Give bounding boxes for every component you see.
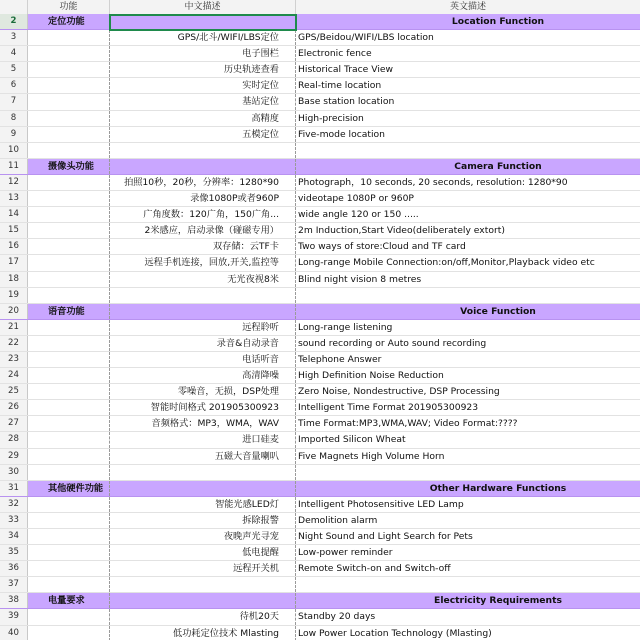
table-row — [0, 352, 640, 368]
english-description-cell[interactable]: Two ways of store:Cloud and TF card — [298, 241, 466, 253]
english-description-cell[interactable]: Real-time location — [298, 80, 382, 92]
table-row — [0, 255, 640, 271]
row-number-cell[interactable]: 36 — [0, 561, 28, 576]
chinese-description-cell[interactable]: 拆除报警 — [110, 513, 296, 528]
row-number-cell[interactable]: 18 — [0, 272, 28, 287]
chinese-description-cell[interactable] — [110, 288, 296, 303]
chinese-description-cell[interactable]: 夜晚声光寻宠 — [110, 529, 296, 544]
function-cell[interactable] — [28, 239, 110, 254]
table-row — [0, 46, 640, 62]
chinese-description-cell[interactable] — [110, 159, 296, 174]
table-row — [0, 336, 640, 352]
row-number-cell[interactable]: 29 — [0, 449, 28, 464]
row-number-cell[interactable]: 23 — [0, 352, 28, 367]
row-number-cell[interactable]: 35 — [0, 545, 28, 560]
function-cell[interactable] — [28, 127, 110, 142]
english-description-cell[interactable]: Standby 20 days — [298, 611, 376, 623]
function-cell[interactable]: 电量要求 — [28, 593, 110, 608]
chinese-description-cell[interactable]: 五模定位 — [110, 127, 296, 142]
chinese-description-cell[interactable]: 低电提醒 — [110, 545, 296, 560]
chinese-description-cell[interactable]: 历史轨迹查看 — [110, 62, 296, 77]
function-cell[interactable] — [28, 320, 110, 335]
chinese-description-cell[interactable] — [110, 465, 296, 480]
row-number-cell[interactable]: 32 — [0, 497, 28, 512]
chinese-description-cell[interactable]: 五磁大音量喇叭 — [110, 449, 296, 464]
function-cell[interactable] — [28, 368, 110, 383]
english-description-cell[interactable]: Time Format:MP3,WMA,WAV; Video Format:???? — [298, 418, 518, 430]
function-cell[interactable] — [28, 288, 110, 303]
chinese-description-cell[interactable]: 无光夜视8米 — [110, 272, 296, 287]
table-row — [0, 127, 640, 143]
table-row — [0, 288, 640, 304]
row-number-cell[interactable]: 10 — [0, 143, 28, 158]
chinese-description-cell[interactable] — [110, 593, 296, 608]
english-description-cell[interactable]: Blind night vision 8 metres — [298, 273, 422, 285]
english-description-cell[interactable]: Intelligent Time Format 201905300923 — [298, 402, 479, 414]
row-number-cell[interactable]: 27 — [0, 416, 28, 431]
chinese-description-cell[interactable]: 智能时间格式 201905300923 — [110, 400, 296, 415]
chinese-description-cell[interactable]: 实时定位 — [110, 78, 296, 93]
table-row — [0, 111, 640, 127]
table-row — [0, 465, 640, 481]
chinese-description-cell[interactable]: 录像1080P或者960P — [110, 191, 296, 206]
table-row — [0, 62, 640, 78]
row-number-cell[interactable]: 20 — [0, 304, 28, 319]
english-description-cell[interactable]: Low-power reminder — [298, 547, 393, 559]
function-cell[interactable] — [28, 449, 110, 464]
function-cell[interactable] — [28, 94, 110, 109]
english-description-cell[interactable]: Camera Function — [296, 159, 640, 174]
english-description-cell[interactable]: Remote Switch-on and Switch-off — [298, 563, 451, 575]
row-number-cell[interactable]: 24 — [0, 368, 28, 383]
function-cell[interactable] — [28, 143, 110, 158]
row-number-cell[interactable]: 5 — [0, 62, 28, 77]
english-description-cell[interactable]: sound recording or Auto sound recording — [298, 337, 487, 349]
english-description-cell[interactable]: Intelligent Photosensitive LED Lamp — [298, 498, 464, 510]
english-description-cell[interactable]: Long-range Mobile Connection:on/off,Monitor,Playback video etc — [298, 257, 595, 269]
english-description-cell[interactable]: Low Power Location Technology (Mlasting) — [298, 627, 492, 639]
function-cell[interactable] — [28, 465, 110, 480]
chinese-description-cell[interactable]: 音频格式：MP3，WMA，WAV — [110, 416, 296, 431]
chinese-description-cell[interactable]: 录音&自动录音 — [110, 336, 296, 351]
function-cell[interactable] — [28, 416, 110, 431]
table-row — [0, 368, 640, 384]
function-cell[interactable] — [28, 191, 110, 206]
row-number-cell[interactable]: 4 — [0, 46, 28, 61]
english-description-cell[interactable]: GPS/Beidou/WIFI/LBS location — [298, 32, 434, 44]
function-cell[interactable] — [28, 175, 110, 190]
function-cell[interactable] — [28, 626, 110, 640]
function-cell[interactable] — [28, 609, 110, 624]
function-cell[interactable] — [28, 561, 110, 576]
english-description-cell[interactable] — [296, 143, 640, 158]
chinese-description-cell[interactable] — [110, 14, 296, 29]
function-cell[interactable] — [28, 272, 110, 287]
chinese-description-cell[interactable]: 远程开关机 — [110, 561, 296, 576]
chinese-description-cell[interactable]: 电子围栏 — [110, 46, 296, 61]
english-description-cell[interactable]: Base station location — [298, 96, 395, 108]
table-row — [0, 94, 640, 110]
function-cell[interactable]: 语音功能 — [28, 304, 110, 319]
table-row — [0, 384, 640, 400]
english-description-cell[interactable]: Imported Silicon Wheat — [298, 434, 406, 446]
column-header-chinese[interactable]: 中文描述 — [110, 0, 296, 14]
row-number-cell[interactable]: 17 — [0, 255, 28, 270]
table-row — [0, 513, 640, 529]
function-cell[interactable] — [28, 336, 110, 351]
function-cell[interactable] — [28, 529, 110, 544]
table-row — [0, 609, 640, 625]
english-description-cell[interactable]: Five Magnets High Volume Horn — [298, 450, 445, 462]
row-number-cell[interactable]: 21 — [0, 320, 28, 335]
table-row — [0, 626, 640, 640]
chinese-description-cell[interactable]: 低功耗定位技术 Mlasting — [110, 626, 296, 640]
chinese-description-cell[interactable] — [110, 143, 296, 158]
table-body — [0, 14, 640, 640]
english-description-cell[interactable]: Historical Trace View — [298, 64, 394, 76]
function-cell[interactable] — [28, 577, 110, 592]
table-row — [0, 143, 640, 159]
table-row — [0, 207, 640, 223]
column-header-english[interactable]: 英文描述 — [449, 2, 486, 12]
row-number-cell[interactable]: 25 — [0, 384, 28, 399]
function-cell[interactable]: 其他硬件功能 — [28, 481, 110, 496]
table-row — [0, 400, 640, 416]
chinese-description-cell[interactable]: 高精度 — [110, 111, 296, 126]
chinese-description-cell[interactable]: 待机20天 — [110, 609, 296, 624]
row-number-cell[interactable]: 31 — [0, 481, 28, 496]
chinese-description-cell[interactable]: 零噪音，无损，DSP处理 — [110, 384, 296, 399]
section-row — [0, 481, 640, 497]
english-description-cell[interactable]: Photograph，10 seconds, 20 seconds, resolution: 1280*90 — [298, 176, 568, 188]
function-cell[interactable] — [28, 384, 110, 399]
english-description-cell[interactable]: Night Sound and Light Search for Pets — [298, 531, 473, 542]
table-row — [0, 529, 640, 545]
table-row — [0, 175, 640, 191]
chinese-description-cell[interactable]: GPS/北斗/WIFI/LBS定位 — [110, 30, 296, 45]
row-number-cell[interactable]: 30 — [0, 465, 28, 480]
chinese-description-cell[interactable]: 双存储：云TF卡 — [110, 239, 296, 254]
function-cell[interactable] — [28, 513, 110, 528]
row-number-cell[interactable]: 15 — [0, 223, 28, 238]
corner-cell[interactable] — [0, 0, 28, 14]
chinese-description-cell[interactable]: 拍照10秒，20秒，分辨率：1280*90 — [110, 175, 296, 190]
english-description-cell[interactable] — [296, 465, 640, 480]
english-description-cell[interactable]: Telephone Answer — [298, 353, 382, 365]
table-row — [0, 320, 640, 336]
english-description-cell[interactable]: Electricity Requirements — [296, 593, 640, 608]
function-cell[interactable] — [28, 497, 110, 512]
function-cell[interactable] — [28, 255, 110, 270]
table-row — [0, 191, 640, 207]
function-cell[interactable] — [28, 223, 110, 238]
chinese-description-cell[interactable]: 进口硅麦 — [110, 432, 296, 447]
chinese-description-cell[interactable]: 远程聆听 — [110, 320, 296, 335]
english-description-cell[interactable]: Zero Noise, Nondestructive, DSP Processing — [298, 386, 500, 398]
table-row — [0, 416, 640, 432]
row-number-cell[interactable]: 34 — [0, 529, 28, 544]
chinese-description-cell[interactable]: 远程手机连接，回放,开关,监控等 — [110, 255, 296, 270]
row-number-cell[interactable]: 37 — [0, 577, 28, 592]
row-number-cell[interactable]: 6 — [0, 78, 28, 93]
english-description-cell[interactable]: Five-mode location — [298, 128, 386, 140]
english-description-cell[interactable]: Location Function — [296, 14, 640, 29]
function-cell[interactable] — [28, 78, 110, 93]
table-row — [0, 497, 640, 513]
row-number-cell[interactable]: 28 — [0, 432, 28, 447]
english-description-cell[interactable]: Long-range listening — [298, 321, 393, 333]
table-row — [0, 272, 640, 288]
english-description-cell[interactable] — [296, 288, 640, 303]
row-number-cell[interactable]: 16 — [0, 239, 28, 254]
row-number-cell[interactable]: 13 — [0, 191, 28, 206]
chinese-description-cell[interactable] — [110, 577, 296, 592]
english-description-cell[interactable]: Other Hardware Functions — [296, 481, 640, 496]
function-cell[interactable] — [28, 30, 110, 45]
row-number-cell[interactable]: 3 — [0, 30, 28, 45]
row-number-cell[interactable]: 14 — [0, 207, 28, 222]
chinese-description-cell[interactable]: 高清降噪 — [110, 368, 296, 383]
table-row — [0, 78, 640, 94]
row-number-cell[interactable]: 38 — [0, 593, 28, 608]
section-row — [0, 304, 640, 320]
section-row — [0, 14, 640, 30]
table-row — [0, 577, 640, 593]
function-cell[interactable]: 摄像头功能 — [28, 159, 110, 174]
row-number-cell[interactable]: 9 — [0, 127, 28, 142]
row-number-cell[interactable]: 26 — [0, 400, 28, 415]
column-header-bar — [0, 0, 640, 15]
row-number-cell[interactable]: 8 — [0, 111, 28, 126]
table-row — [0, 239, 640, 255]
english-description-cell[interactable]: Voice Function — [296, 304, 640, 319]
function-cell[interactable] — [28, 111, 110, 126]
row-number-cell[interactable]: 39 — [0, 609, 28, 624]
chinese-description-cell[interactable]: 基站定位 — [110, 94, 296, 109]
function-cell[interactable] — [28, 352, 110, 367]
table-row — [0, 561, 640, 577]
chinese-description-cell[interactable]: 2米感应，启动录像（碰磁专用） — [110, 223, 296, 238]
function-cell[interactable] — [28, 432, 110, 447]
english-description-cell[interactable]: 2m Induction,Start Video(deliberately extort) — [298, 225, 505, 237]
function-cell[interactable] — [28, 46, 110, 61]
chinese-description-cell[interactable]: 电话听音 — [110, 352, 296, 367]
function-cell[interactable] — [28, 400, 110, 415]
column-header-function[interactable]: 功能 — [28, 0, 110, 14]
function-cell[interactable]: 定位功能 — [28, 14, 110, 29]
english-description-cell[interactable]: wide angle 120 or 150 ..... — [298, 209, 419, 221]
row-number-cell[interactable]: 2 — [0, 14, 28, 29]
row-number-cell[interactable]: 11 — [0, 159, 28, 174]
table-row — [0, 30, 640, 46]
english-description-cell[interactable]: Demolition alarm — [298, 514, 378, 526]
section-row — [0, 593, 640, 609]
chinese-description-cell[interactable] — [110, 481, 296, 496]
function-cell[interactable] — [28, 62, 110, 77]
chinese-description-cell[interactable]: 广角度数：120广角，150广角... — [110, 207, 296, 222]
english-description-cell[interactable]: videotape 1080P or 960P — [298, 193, 414, 205]
function-cell[interactable] — [28, 545, 110, 560]
row-number-cell[interactable]: 22 — [0, 336, 28, 351]
row-number-cell[interactable]: 33 — [0, 513, 28, 528]
english-description-cell[interactable]: High-precision — [298, 112, 364, 124]
section-row — [0, 159, 640, 175]
row-number-cell[interactable]: 40 — [0, 626, 28, 640]
chinese-description-cell[interactable] — [110, 304, 296, 319]
english-description-cell[interactable] — [296, 577, 640, 592]
table-row — [0, 432, 640, 448]
row-number-cell[interactable]: 19 — [0, 288, 28, 303]
english-description-cell[interactable]: High Definition Noise Reduction — [298, 370, 444, 382]
chinese-description-cell[interactable]: 智能光感LED灯 — [110, 497, 296, 512]
row-number-cell[interactable]: 7 — [0, 94, 28, 109]
function-cell[interactable] — [28, 207, 110, 222]
row-number-cell[interactable]: 12 — [0, 175, 28, 190]
english-description-cell[interactable]: Electronic fence — [298, 48, 372, 60]
table-row — [0, 545, 640, 561]
table-row — [0, 223, 640, 239]
table-row — [0, 449, 640, 465]
